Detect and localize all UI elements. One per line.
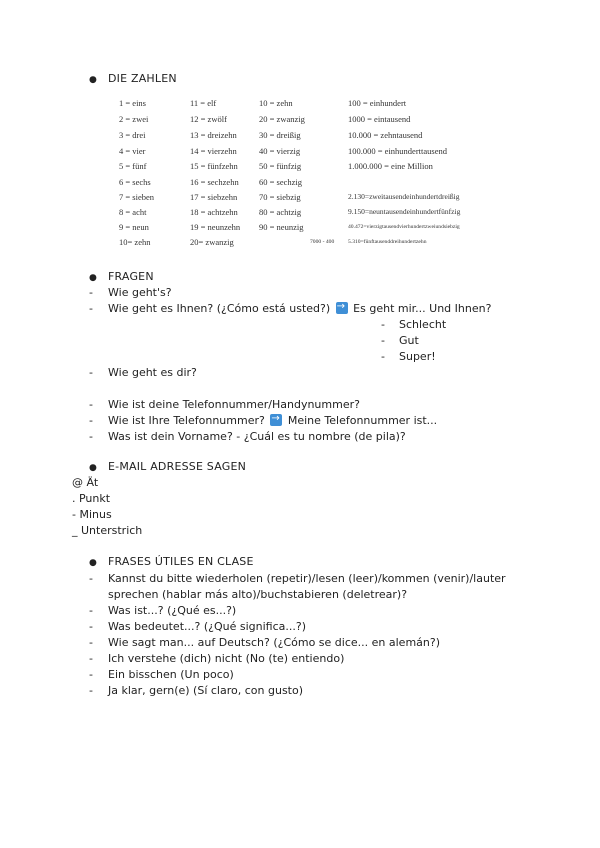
- email-symbol-item: - Minus: [72, 508, 112, 521]
- number-cell: 19 = neunzehn: [190, 222, 241, 232]
- number-cell: 6 = sechs: [119, 177, 151, 187]
- number-cell: 10= zehn: [119, 237, 151, 247]
- number-cell: 14 = vierzehn: [190, 146, 237, 156]
- dash-marker: -: [89, 286, 93, 299]
- dash-marker: -: [89, 604, 93, 617]
- number-cell: 2.130=zweitausendeinhundertdreißig: [348, 192, 460, 201]
- number-cell: 70 = siebzig: [259, 192, 301, 202]
- fragen-line: [108, 302, 491, 315]
- number-cell: 17 = siebzehn: [190, 192, 238, 202]
- section-heading-frases: FRASES ÚTILES EN CLASE: [108, 555, 254, 568]
- number-cell: 13 = dreizehn: [190, 130, 237, 140]
- bullet-icon: ●: [89, 558, 97, 568]
- email-symbol-item: @ Ät: [72, 476, 99, 489]
- number-cell: 30 = dreißig: [259, 130, 301, 140]
- number-cell: 15 = fünfzehn: [190, 161, 238, 171]
- number-cell: 5.310=fünftausenddreihundertzehn: [348, 239, 427, 245]
- frase-item: Kannst du bitte wiederholen (repetir)/lesen (leer)/kommen (venir)/lauter: [108, 572, 506, 585]
- number-cell: 80 = achtzig: [259, 207, 302, 217]
- number-cell: 5 = fünf: [119, 161, 147, 171]
- number-cell: 20= zwanzig: [190, 237, 234, 247]
- fragen-answer: Es geht mir... Und Ihnen?: [353, 302, 492, 315]
- number-cell: 40.472=vierzigtausendvierhundertzweiundsiebzig: [348, 224, 460, 230]
- arrow-right-icon: [270, 414, 282, 426]
- dash-marker: -: [89, 572, 93, 585]
- section-heading-email: E-MAIL ADRESSE SAGEN: [108, 460, 247, 473]
- answer-item: Schlecht: [399, 318, 447, 331]
- fragen-line: [108, 414, 437, 427]
- number-cell: 2 = zwei: [119, 114, 149, 124]
- dash-marker: -: [89, 398, 93, 411]
- number-cell: 100 = einhundert: [348, 98, 407, 108]
- fragen-line: Wie geht es dir?: [108, 366, 197, 379]
- number-cell: 9 = neun: [119, 222, 149, 232]
- dash-marker: -: [89, 668, 93, 681]
- number-cell: 7000 - 400: [310, 239, 335, 245]
- number-cell: 8 = acht: [119, 207, 147, 217]
- dash-marker: -: [89, 684, 93, 697]
- dash-marker: -: [89, 430, 93, 443]
- numbers-table-image: [108, 96, 512, 250]
- fragen-question: Wie ist Ihre Telefonnummer?: [108, 414, 265, 427]
- number-cell: 11 = elf: [190, 98, 217, 108]
- number-cell: 10 = zehn: [259, 98, 293, 108]
- number-cell: 7 = sieben: [119, 192, 155, 202]
- number-cell: 1 = eins: [119, 98, 146, 108]
- number-cell: 18 = achtzehn: [190, 207, 238, 217]
- number-cell: 4 = vier: [119, 146, 146, 156]
- answer-item: Super!: [399, 350, 436, 363]
- number-cell: 40 = vierzig: [259, 146, 301, 156]
- dash-marker: -: [89, 636, 93, 649]
- fragen-line: Wie ist deine Telefonnummer/Handynummer?: [108, 398, 360, 411]
- number-cell: 100.000 = einhunderttausend: [348, 146, 447, 156]
- email-symbol-item: _ Unterstrich: [72, 524, 143, 537]
- section-heading-fragen: FRAGEN: [108, 270, 154, 283]
- fragen-line: Wie geht's?: [108, 286, 172, 299]
- number-cell: 16 = sechzehn: [190, 177, 239, 187]
- number-cell: 12 = zwölf: [190, 114, 227, 124]
- frase-item: Ja klar, gern(e) (Sí claro, con gusto): [108, 684, 304, 697]
- fragen-answer: Meine Telefonnummer ist...: [287, 414, 438, 427]
- arrow-right-icon: [336, 302, 348, 314]
- dash-marker: -: [89, 620, 93, 633]
- dash-marker: -: [381, 318, 385, 331]
- number-cell: 50 = fünfzig: [259, 161, 302, 171]
- bullet-icon: ●: [89, 463, 97, 473]
- dash-marker: -: [381, 334, 385, 347]
- bullet-icon: ●: [89, 75, 97, 85]
- number-cell: 3 = drei: [119, 130, 146, 140]
- frase-item: Was bedeutet...? (¿Qué significa...?): [108, 620, 306, 633]
- number-cell: 10.000 = zehntausend: [348, 130, 423, 140]
- number-cell: 1.000.000 = eine Million: [348, 161, 433, 171]
- frase-item: Wie sagt man... auf Deutsch? (¿Cómo se dice... en alemán?): [108, 636, 440, 649]
- bullet-icon: ●: [89, 273, 97, 283]
- number-cell: 90 = neunzig: [259, 222, 304, 232]
- number-cell: 9.150=neuntausendeinhundertfünfzig: [348, 207, 461, 216]
- frase-item: Ein bisschen (Un poco): [108, 668, 234, 681]
- frase-item: Ich verstehe (dich) nicht (No (te) entiendo): [108, 652, 345, 665]
- dash-marker: -: [89, 302, 93, 315]
- dash-marker: -: [89, 652, 93, 665]
- email-symbol-item: . Punkt: [72, 492, 111, 505]
- frase-item: Was ist...? (¿Qué es...?): [108, 604, 237, 617]
- section-heading-zahlen: DIE ZAHLEN: [108, 72, 177, 85]
- number-cell: 60 = sechzig: [259, 177, 303, 187]
- fragen-line: Was ist dein Vorname? - ¿Cuál es tu nombre (de pila)?: [108, 430, 406, 443]
- frase-item-continued: sprechen (hablar más alto)/buchstabieren (deletrear)?: [108, 588, 408, 601]
- dash-marker: -: [89, 366, 93, 379]
- number-cell: 20 = zwanzig: [259, 114, 305, 124]
- fragen-question: Wie geht es Ihnen? (¿Cómo está usted?): [108, 302, 331, 315]
- number-cell: 1000 = eintausend: [348, 114, 411, 124]
- dash-marker: -: [381, 350, 385, 363]
- dash-marker: -: [89, 414, 93, 427]
- answer-item: Gut: [399, 334, 419, 347]
